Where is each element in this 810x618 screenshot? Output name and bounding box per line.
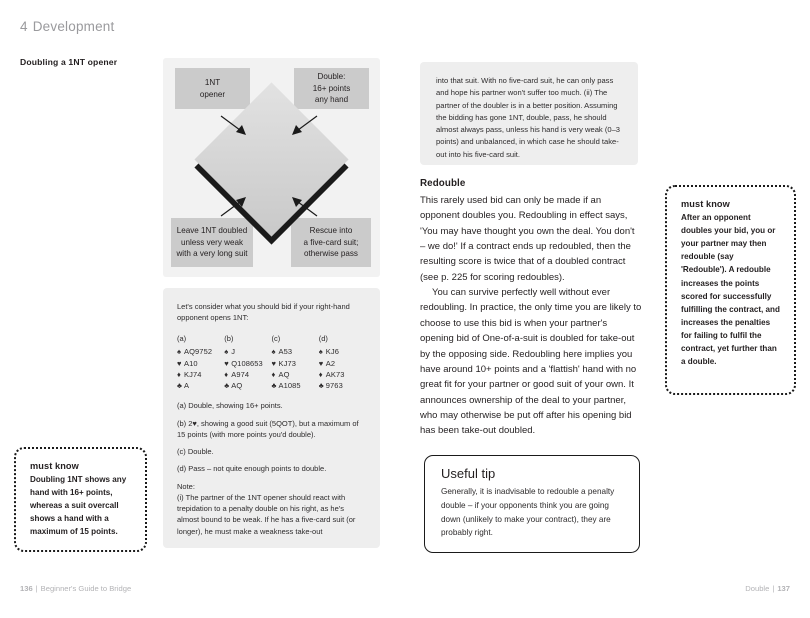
hand-clubs	[272, 380, 319, 391]
hand-label: (b)	[224, 333, 234, 343]
useful-tip-box	[424, 455, 640, 553]
hand-hearts-value: Q108653	[231, 358, 263, 368]
footer-book-title: Beginner's Guide to Bridge	[40, 584, 132, 593]
hands-answer-c: (c) Double.	[177, 447, 214, 456]
chapter-header	[20, 19, 114, 34]
continuation-note-panel	[420, 62, 638, 165]
hand-hearts-value: KJ73	[278, 358, 296, 368]
club-icon: ♣	[224, 381, 230, 390]
hands-answer-a: (a) Double, showing 16+ points.	[177, 401, 283, 411]
hand-clubs-value: AQ	[231, 381, 243, 390]
hand-diamonds	[224, 369, 271, 380]
hand-column-a	[177, 333, 224, 392]
hand-diamonds	[177, 369, 224, 380]
spade-icon: ♠	[177, 347, 182, 357]
diamond-icon: ♦	[177, 369, 181, 379]
useful-tip-body: Generally, it is inadvisable to redouble a penalty double – if your opponents think you are going down (unlikely to make your contract), they are probably right.	[441, 487, 615, 538]
hand-clubs-value: A1085	[278, 381, 301, 390]
hand-diamonds-value: AQ	[278, 369, 290, 379]
hand-label: (d)	[318, 333, 328, 343]
hand-clubs	[319, 380, 366, 391]
diagram-box-rescue: Rescue into a five-card suit; otherwise pass	[291, 218, 371, 267]
example-hands-panel	[163, 288, 380, 548]
footer-separator: |	[772, 584, 775, 593]
arrow-up-left-icon	[287, 193, 319, 219]
hand-clubs	[224, 380, 271, 391]
footer-section-name: Double	[745, 584, 770, 593]
diamond-icon: ♦	[318, 369, 323, 379]
must-know-title: must know	[30, 461, 79, 471]
diagram-box-1nt-opener: 1NT opener	[175, 68, 250, 109]
diagram-box-double: Double: 16+ points any hand	[294, 68, 369, 109]
hand-clubs-value: 9763	[325, 381, 343, 390]
redouble-paragraph-2: You can survive perfectly well without ever redoubling. In practice, the only time you are likely to choose to use this bid is when your partner's opening bid of One-of-a-suit is doubled for take-out by the opposing side. Redoubling here implies you have around 10+ points and a 'flattish' hand with no great fit for your partner or good suit of your own. It announces ownership of the deal to your partner, who may otherwise be put off after his opening bid has been take-out doubled.	[420, 287, 642, 437]
hand-label: (a)	[177, 333, 187, 343]
bidding-flow-diagram	[163, 58, 380, 277]
hand-hearts	[272, 358, 319, 369]
arrow-down-left-icon	[287, 113, 319, 139]
hand-clubs	[177, 380, 224, 391]
footer-right	[745, 584, 790, 593]
club-icon: ♣	[271, 381, 277, 390]
continuation-note-text: into that suit. With no five-card suit, he can only pass and hope his partner won't suffer too much. (ii) The partner of the doubler is in a better position. Assuming the bidding has gone 1NT, double, pass, he should almost always pass, unless his hand is very weak (0–3 points) and unbalanced, in which case he should take-out into his five-card suit.	[436, 76, 621, 159]
footer-separator: |	[35, 584, 38, 593]
hand-spades	[177, 346, 224, 357]
section-label: Doubling a 1NT opener	[20, 57, 118, 67]
hand-diamonds-value: KJ74	[184, 369, 202, 379]
hand-hearts	[224, 358, 271, 369]
club-icon: ♣	[177, 381, 183, 390]
redouble-section	[420, 176, 642, 439]
arrow-up-right-icon	[219, 193, 251, 219]
hands-note	[177, 481, 366, 537]
hand-hearts-value: A2	[325, 358, 336, 368]
hand-diamonds-value: AK73	[325, 369, 345, 379]
diagram-box-leave-doubled: Leave 1NT doubled unless very weak with a very long suit	[171, 218, 253, 267]
must-know-title: must know	[681, 199, 730, 209]
spade-icon: ♠	[271, 347, 276, 357]
hand-column-d	[319, 333, 366, 392]
diamond-face	[194, 82, 348, 236]
must-know-body: Doubling 1NT shows any hand with 16+ points, whereas a suit overcall shows a hand with a maximum of 15 points.	[30, 475, 127, 537]
hands-note-i: (i) The partner of the 1NT opener should react with trepidation to a penalty double on his right, as he's almost bound to be weak. If he has a five-card suit (or longer), he must make a weakness take-out	[177, 492, 356, 536]
arrow-down-right-icon	[219, 113, 251, 139]
hands-answer-d: (d) Pass – not quite enough points to double.	[177, 464, 327, 474]
diamond-icon: ♦	[224, 369, 229, 379]
must-know-box-right	[665, 185, 796, 395]
heart-icon: ♥	[177, 358, 182, 368]
chapter-number: 4	[20, 19, 28, 34]
hand-spades	[319, 346, 366, 357]
hand-spades-value: AQ9752	[184, 347, 213, 357]
footer-left	[20, 584, 131, 593]
hand-hearts	[177, 358, 224, 369]
hand-spades-value: KJ6	[325, 347, 339, 357]
hand-diamonds	[272, 369, 319, 380]
heart-icon: ♥	[271, 358, 277, 368]
hand-spades-value: A53	[278, 347, 293, 357]
hand-column-c	[272, 333, 319, 392]
spade-icon: ♠	[224, 347, 229, 357]
redouble-heading: Redouble	[420, 178, 466, 189]
club-icon: ♣	[318, 381, 324, 390]
hand-diamonds-value: A974	[231, 369, 250, 379]
hand-diamonds	[319, 369, 366, 380]
hand-spades	[272, 346, 319, 357]
hand-clubs-value: A	[184, 381, 190, 390]
hand-label: (c)	[271, 333, 281, 343]
hand-hearts	[319, 358, 366, 369]
diamond-icon: ♦	[271, 369, 276, 379]
hand-spades-value: J	[231, 347, 236, 357]
hands-answer-b: (b) 2♥, showing a good suit (5QOT), but a maximum of 15 points (with more points you'd double).	[177, 418, 359, 439]
must-know-box-left	[14, 447, 147, 552]
hand-column-b	[224, 333, 271, 392]
footer-page-number: 136	[20, 584, 33, 593]
footer-page-number: 137	[777, 584, 790, 593]
hand-spades	[224, 346, 271, 357]
hand-hearts-value: A10	[184, 358, 198, 368]
useful-tip-title: Useful tip	[441, 466, 496, 481]
spade-icon: ♠	[318, 347, 323, 357]
chapter-title: Development	[32, 19, 115, 34]
heart-icon: ♥	[224, 358, 229, 368]
redouble-paragraph-1: This rarely used bid can only be made if an opponent doubles you. Redoubling in effect says, 'You may have thought you own the deal. You don't – we do!' If a contract ends up redoubled, then the resulting score is twice that of a doubled contract (see p. 225 for scoring redoubles).	[420, 194, 635, 283]
must-know-body: After an opponent doubles your bid, you or your partner may then redouble (say 'Redouble'). A redouble increases the points scored for successfully fulfilling the contract, and increases the penalties for failing to fulfil the contract, yet further than a double.	[681, 213, 780, 367]
hands-table	[177, 333, 366, 392]
hands-intro: Let's consider what you should bid if your right-hand opponent opens 1NT:	[177, 302, 350, 323]
hands-note-title: Note:	[177, 481, 195, 491]
heart-icon: ♥	[318, 358, 324, 368]
